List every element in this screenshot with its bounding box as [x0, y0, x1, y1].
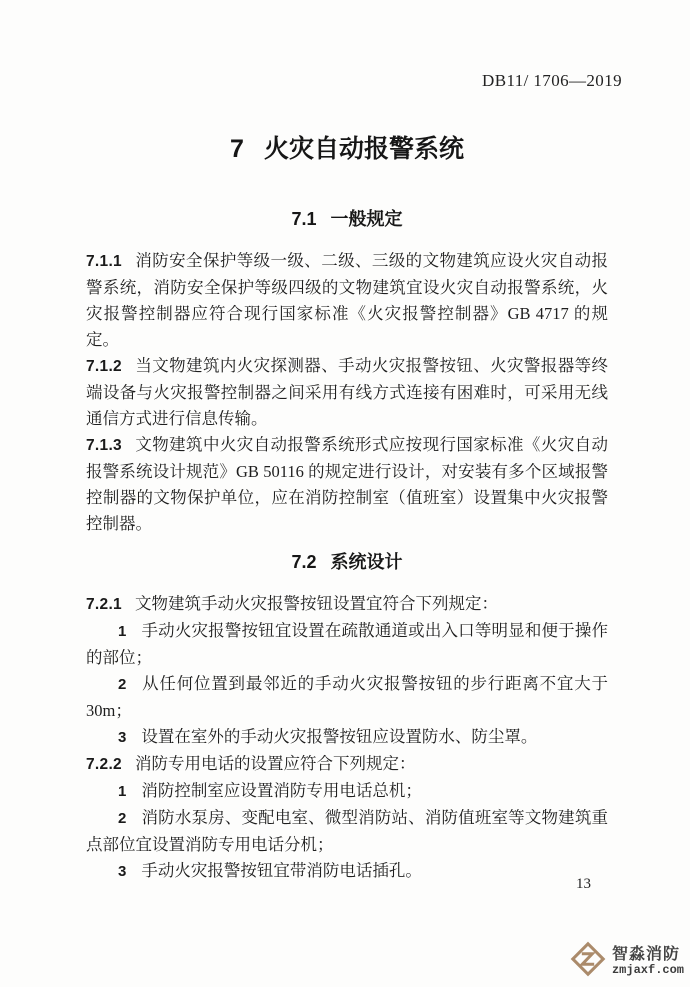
brand-logo-icon	[569, 940, 607, 983]
clause-7-1-1	[86, 248, 608, 353]
list-item-7-2-2-1	[86, 778, 608, 805]
list-item-7-2-1-3	[86, 724, 608, 751]
list-item-7-2-1-1	[86, 618, 608, 671]
item-text: 消防控制室应设置消防专用电话总机；	[141, 781, 422, 800]
list-item-7-2-1-2	[86, 671, 608, 724]
item-text: 从任何位置到最邻近的手动火灾报警按钮的步行距离不宜大于30m；	[86, 674, 608, 720]
clause-7-2-1	[86, 591, 608, 618]
item-number: 3	[118, 729, 127, 746]
chapter-name: 火灾自动报警系统	[263, 135, 464, 163]
clause-7-1-3	[86, 432, 608, 537]
item-text: 设置在室外的手动火灾报警按钮应设置防水、防尘罩。	[141, 727, 538, 746]
chapter-number: 7	[230, 135, 244, 163]
item-text: 手动火灾报警按钮宜带消防电话插孔。	[141, 861, 422, 880]
item-number: 2	[118, 676, 127, 693]
item-text: 手动火灾报警按钮宜设置在疏散通道或出入口等明显和便于操作的部位；	[86, 621, 608, 667]
clause-text: 当文物建筑内火灾探测器、手动火灾报警按钮、火灾警报器等终端设备与火灾报警控制器之间采用有线方式连接有困难时，可采用无线通信方式进行信息传输。	[86, 356, 608, 428]
clause-7-1-2	[86, 353, 608, 432]
section-number: 7.2	[291, 552, 317, 572]
list-item-7-2-2-3	[86, 858, 608, 885]
clause-text: 消防专用电话的设置应符合下列规定：	[134, 754, 416, 773]
page-number: 13	[576, 876, 591, 892]
item-number: 2	[118, 810, 127, 827]
standard-code-header: DB11/ 1706—2019	[482, 71, 622, 90]
item-number: 1	[118, 783, 127, 800]
section-number: 7.1	[291, 209, 317, 229]
section-title: 系统设计	[330, 552, 403, 572]
clause-text: 文物建筑中火灾自动报警系统形式应按现行国家标准《火灾自动报警系统设计规范》GB 50116 的规定进行设计，对安装有多个区域报警控制器的文物保护单位，应在消防控制室（值班室）设置集中火灾报警控制器。	[86, 435, 608, 533]
brand-text-block	[612, 947, 684, 976]
clause-number: 7.2.2	[86, 756, 122, 773]
page-content	[86, 132, 608, 885]
list-item-7-2-2-2	[86, 805, 608, 858]
clause-number: 7.1.3	[86, 437, 122, 454]
clause-text: 文物建筑手动火灾报警按钮设置宜符合下列规定：	[134, 594, 498, 613]
section-heading-7-2	[86, 549, 608, 575]
clause-7-2-2	[86, 751, 608, 778]
brand-website: zmjaxf.com	[611, 962, 684, 977]
clause-text: 消防安全保护等级一级、二级、三级的文物建筑应设火灾自动报警系统，消防安全保护等级四级的文物建筑宜设火灾自动报警系统，火灾报警控制器应符合现行国家标准《火灾报警控制器》GB 4717 的规定。	[86, 251, 608, 349]
clause-number: 7.2.1	[86, 596, 122, 613]
item-text: 消防水泵房、变配电室、微型消防站、消防值班室等文物建筑重点部位宜设置消防专用电话分机；	[86, 808, 608, 854]
brand-watermark	[569, 940, 684, 983]
section-heading-7-1	[86, 206, 608, 232]
section-title: 一般规定	[330, 209, 403, 229]
item-number: 1	[118, 623, 127, 640]
item-number: 3	[118, 863, 127, 880]
brand-name: 智淼消防	[611, 945, 680, 963]
clause-number: 7.1.1	[86, 253, 122, 270]
clause-number: 7.1.2	[86, 358, 122, 375]
chapter-title	[86, 132, 608, 166]
